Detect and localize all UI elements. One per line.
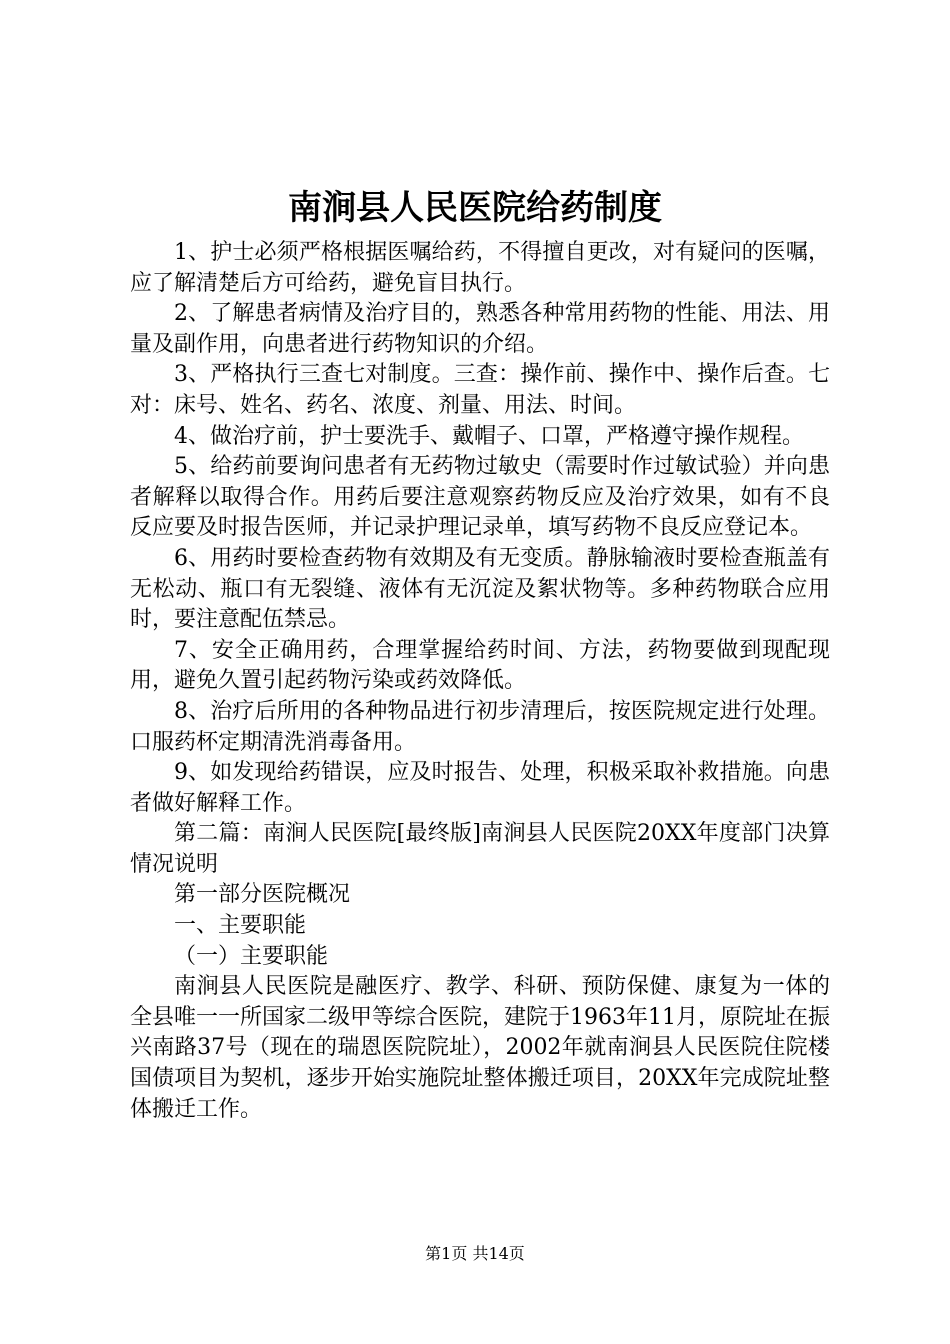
- subsection-heading-main-functions: （一）主要职能: [174, 943, 329, 969]
- paragraph-1: 1、护士必须严格根据医嘱给药，不得擅自更改，对有疑问的医嘱，应了解清楚后方可给药，避免盲目执行。: [130, 240, 830, 296]
- paragraph-7: 7、安全正确用药，合理掌握给药时间、方法，药物要做到现配现用，避免久置引起药物污染或药效降低。: [130, 637, 830, 694]
- paragraph-hospital-intro: 南涧县人民医院是融医疗、教学、科研、预防保健、康复为一体的全县唯一一所国家二级甲等综合医院，建院于1963年11月，原院址在振兴南路37号（现在的瑞恩医院院址），2002年就南涧县人民医院住院楼国债项目为契机，逐步开始实施院址整体搬迁项目，20XX年完成院址整体搬迁工作。: [130, 974, 830, 1122]
- section-heading-part-two: 第二篇：南涧人民医院[最终版]南涧县人民医院20XX年度部门决算情况说明: [130, 821, 830, 877]
- paragraph-3: 3、严格执行三查七对制度。三查：操作前、操作中、操作后查。七对：床号、姓名、药名、浓度、剂量、用法、时间。: [130, 362, 830, 418]
- paragraph-2: 2、了解患者病情及治疗目的，熟悉各种常用药物的性能、用法、用量及副作用，向患者进行药物知识的介绍。: [130, 301, 830, 357]
- page-number-footer: 第1页 共14页: [425, 1244, 525, 1263]
- document-body: [130, 238, 830, 1125]
- paragraph-6: 6、用药时要检查药物有效期及有无变质。静脉输液时要检查瓶盖有无松动、瓶口有无裂缝、液体有无沉淀及絮状物等。多种药物联合应用时，要注意配伍禁忌。: [130, 545, 830, 633]
- document-title: 南涧县人民医院给药制度: [288, 188, 662, 228]
- paragraph-9: 9、如发现给药错误，应及时报告、处理，积极采取补救措施。向患者做好解释工作。: [130, 760, 830, 816]
- paragraph-4: 4、做治疗前，护士要洗手、戴帽子、口罩，严格遵守操作规程。: [174, 423, 804, 449]
- paragraph-5: 5、给药前要询问患者有无药物过敏史（需要时作过敏试验）并向患者解释以取得合作。用药后要注意观察药物反应及治疗效果，如有不良反应要及时报告医师，并记录护理记录单，填写药物不良反应登记本。: [130, 454, 830, 541]
- paragraph-8: 8、治疗后所用的各种物品进行初步清理后，按医院规定进行处理。口服药杯定期清洗消毒备用。: [130, 698, 830, 755]
- section-heading-overview: 第一部分医院概况: [174, 882, 351, 908]
- section-heading-main-functions: 一、主要职能: [174, 913, 307, 939]
